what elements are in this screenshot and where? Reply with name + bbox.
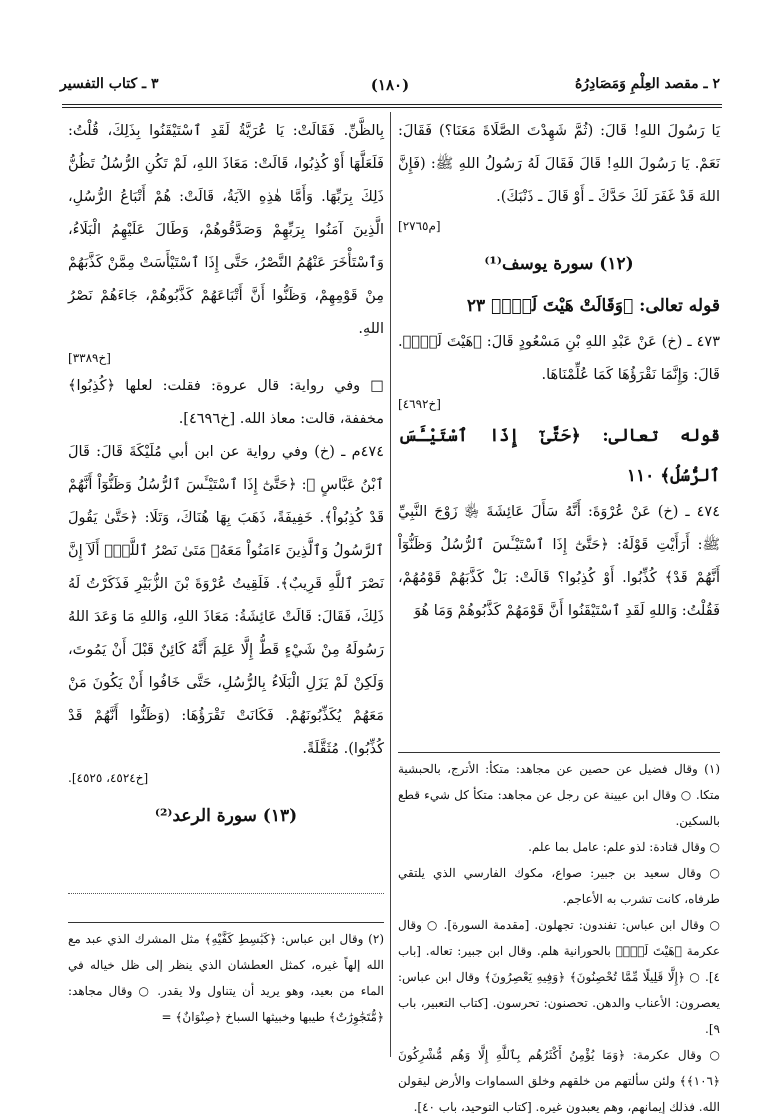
footnote-line: ○ وقال سعيد بن جبير: صواع، مكوك الفارسي الذي يلتقي طرفاه، كانت تشرب به الأعاجم.: [398, 866, 720, 906]
surah-heading-raad: (١٣) سورة الرعد⁽²⁾: [154, 806, 298, 826]
footnote-rule: [68, 922, 384, 923]
verse-heading: قوله تعالى: ﴿حَتَّىٰٓ إِذَا ٱسْتَيْـَٔسَ ٱلرُّسُلُ﴾ ١١٠: [398, 426, 720, 486]
left-footnotes: [68, 926, 384, 1030]
hadith-473-reference: [خ٤٦٩٢]: [398, 397, 441, 411]
hadith-continuation: بِالظَّنِّ. فَقَالَتْ: يَا عُرَيَّةُ لَقَدِ ٱسْتَيْقَنُوا بِذَلِكَ، قُلْتُ: فَلَعَلَّهَا أَوْ كُذِبُوا، قَالَتْ: مَعَاذَ اللهِ، لَمْ تَكُنِ الرُّسُلُ تَظُنُّ ذَلِكَ بِرَبِّهَا. وَأَمَّا هٰذِهِ الآيَةُ، قَالَتْ: هُمْ أَتْبَاعُ الرُّسُلِ، الَّذِينَ آمَنُوا بِرَبِّهِمْ وَصَدَّقُوهُمْ، وَطَالَ عَلَيْهِمُ الْبَلَاءُ، وَٱسْتَأْخَرَ عَنْهُمُ النَّصْرُ، حَتَّى إِذَا ٱسْتَيْأَسَتْ مِمَّنْ كَذَّبَهُمْ مِنْ قَوْمِهِمْ، وَظَنُّوا أَنَّ أَتْبَاعَهُمْ كَذَّبُوهُمْ، جَاءَهُمْ نَصْرُ اللهِ.: [68, 123, 384, 337]
hadith-474m: ٤٧٤م ـ (خ) وفي رواية عن ابن أبي مُلَيْكَةَ قَالَ: قَالَ ٱبْنُ عَبَّاسٍ ﵄: ﴿حَتَّىٰٓ إِذَا ٱسْتَيْـَٔسَ ٱلرُّسُلُ وَظَنُّوٓاْ أَنَّهُمْ قَدْ كُذِبُواْ﴾. خَفِيفَةً، ذَهَبَ بِهَا هُنَاكَ، وَتَلَا: ﴿حَتَّىٰ يَقُولَ ٱلرَّسُولُ وَٱلَّذِينَ ءَامَنُواْ مَعَهُۥ مَتَىٰ نَصْرُ ٱللَّهِۗ أَلَآ إِنَّ نَصْرَ ٱللَّهِ قَرِيبٌ﴾. فَلَقِيتُ عُرْوَةَ بْنَ الزُّبَيْرِ فَذَكَرْتُ لَهُ ذَلِكَ، فَقَالَ: قَالَتْ عَائِشَةُ: مَعَاذَ اللهِ، وَاللهِ مَا وَعَدَ اللهُ رَسُولَهُ مِنْ شَيْءٍ قَطُّ إِلَّا عَلِمَ أَنَّهُ كَائِنٌ قَبْلَ أَنْ يَمُوتَ، وَلَكِنْ لَمْ يَزَلِ الْبَلَاءُ بِالرُّسُلِ، حَتَّى خَافُوا أَنْ يَكُونَ مَنْ مَعَهُمْ يُكَذِّبُونَهُمْ. فَكَانَتْ تَقْرَؤُهَا: (وَظَنُّوا أَنَّهُمْ قَدْ كُذِّبُوا). مُثَقَّلَةً.: [68, 444, 384, 757]
surah-heading-yusuf: (١٢) سورة يوسف⁽¹⁾: [484, 254, 634, 274]
right-footnotes: [398, 756, 720, 1120]
left-column: [68, 115, 384, 838]
footnote-line: ○ وقال قتادة: لذو علم: عامل بما علم.: [528, 840, 720, 854]
hadith-reference: [خ٣٣٨٩]: [68, 351, 111, 365]
header-section-title: ٢ ـ مقصد العِلْمِ وَمَصَادِرُهُ: [574, 76, 720, 92]
riwaya-note: □ وفي رواية: قال عروة: فقلت: لعلها ﴿كُذِبُوا﴾ مخففة، قالت: معاذ الله. [خ٤٦٩٦].: [68, 378, 384, 427]
footnote-separator: [68, 893, 384, 894]
column-divider: [390, 112, 391, 1057]
header-book-title: ٣ ـ كتاب التفسير: [60, 76, 159, 92]
hadith-474: ٤٧٤ ـ (خ) عَنْ عُرْوَةَ: أَنَّهُ سَأَلَ عَائِشَةَ ﵂ زَوْجَ النَّبِيِّ ﷺ: أَرَأَيْتِ قَوْلَهُ: ﴿حَتَّىٰٓ إِذَا ٱسْتَيْـَٔسَ ٱلرُّسُلُ وَظَنُّوٓاْ أَنَّهُمْ قَدْ﴾ كُذِّبُوا. أَوْ كُذِبُوا؟ قَالَتْ: بَلْ كَذَّبَهُمْ قَوْمُهُمْ، فَقُلْتُ: وَاللهِ لَقَدِ ٱسْتَيْقَنُوا أَنَّ قَوْمَهُمْ كَذَّبُوهُمْ وَمَا هُوَ: [398, 504, 720, 619]
footnote-line: ○ وقال عكرمة: ﴿وَمَا يُؤْمِنُ أَكْثَرُهُم بِٱللَّهِ إِلَّا وَهُم مُّشْرِكُونَ ﴿١٠٦﴾﴾ ولئن سألتهم من خلقهم وخلق السماوات والأرض ليقولن الله. فذلك إيمانهم، وهم يعبدون غيره. [كتاب التوحيد، باب ٤٠].: [398, 1048, 720, 1114]
footnote-line: (٢) وقال ابن عباس: ﴿كَبَٰسِطِ كَفَّيْهِ﴾ مثل المشرك الذي عبد مع الله إلهاً غيره، كمثل العطشان الذي ينظر إلى ظل خياله في الماء من بعيد، وهو يريد أن يتناول ولا يقدر. ○ وقال مجاهد: ﴿مُّتَجَٰوِرَٰتٌ﴾ طيبها وخبيثها السباخ ﴿صِنْوَانٌ﴾ =: [68, 932, 384, 1024]
hadith-reference: [م٢٧٦٥]: [398, 219, 441, 233]
header-rule: [62, 104, 722, 105]
page-number: (١٨٠): [370, 76, 410, 94]
footnote-rule: [398, 752, 720, 753]
verse-heading: قوله تعالى: ﴿وَقَالَتْ هَيْتَ لَكَۚ﴾ ٢٣: [466, 296, 720, 316]
hadith-continuation: يَا رَسُولَ اللهِ! قَالَ: (ثُمَّ شَهِدْتَ الصَّلَاةَ مَعَنَا؟) فَقَالَ: نَعَمْ. يَا رَسُولَ اللهِ! قَالَ فَقَالَ لَهُ رَسُولُ اللهِ ﷺ: (فَإِنَّ اللهَ قَدْ غَفَرَ لَكَ حَدَّكَ ـ أَوْ قَالَ ـ ذَنْبَكَ).: [398, 123, 720, 205]
hadith-474m-reference: [خ٤٥٢٤، ٤٥٢٥].: [68, 771, 149, 785]
header-rule-thin: [62, 107, 722, 108]
footnote-line: (١) وقال فضيل عن حصين عن مجاهد: متكأ: الأترج، بالحبشية متكا. ○ وقال ابن عيينة عن رجل عن مجاهد: متكأ كل شيء قطع بالسكين.: [398, 762, 720, 828]
right-column: [398, 115, 720, 628]
hadith-473: ٤٧٣ ـ (خ) عَنْ عَبْدِ اللهِ بْنِ مَسْعُودٍ قَالَ: ﴿هَيْتَ لَكَۚ﴾. قَالَ: وَإِنَّمَا نَقْرَؤُهَا كَمَا عُلِّمْنَاهَا.: [398, 334, 720, 383]
footnote-line: ○ وقال ابن عباس: تفندون: تجهلون. [مقدمة السورة]. ○ وقال عكرمة ﴿هَيْتَ لَكَۚ﴾ بالحورانية هلم. وقال ابن جبير: تعاله. [باب ٤]. ○ ﴿إِلَّا قَلِيلًا مِّمَّا تُحْصِنُونَ﴾ ﴿وَفِيهِ يَعْصِرُونَ﴾ وقال ابن عباس: يعصرون: الأعناب والدهن. تحصنون: تحرسون. [كتاب التعبير، باب ٩].: [398, 918, 720, 1036]
page-header: [60, 70, 720, 100]
